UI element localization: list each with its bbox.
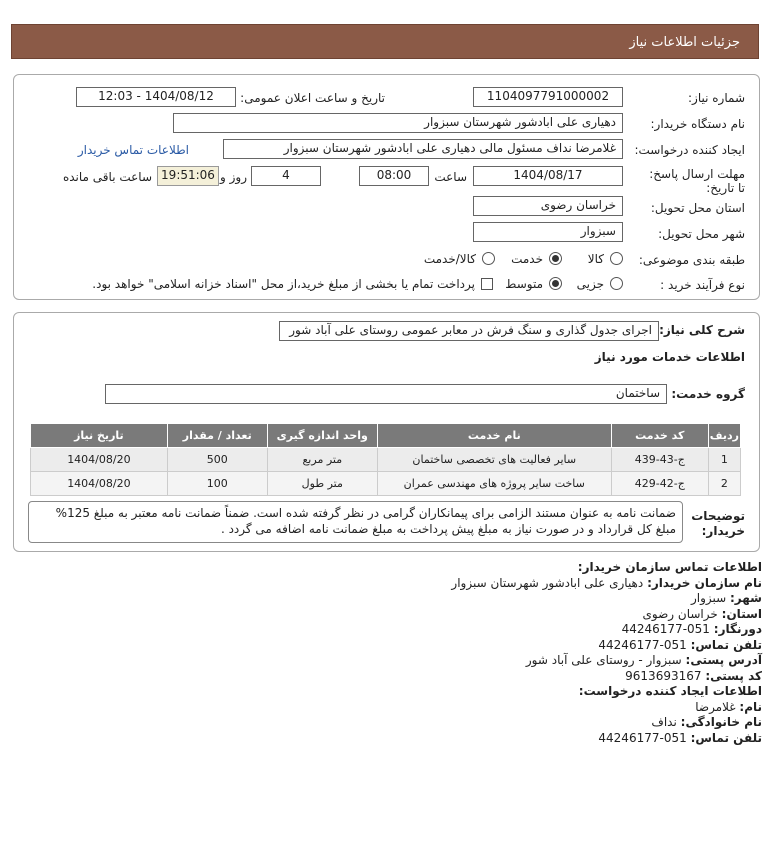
contact-province-row <box>22 607 762 623</box>
process-option-medium: متوسط <box>505 277 543 291</box>
cell-code: ج-43-439 <box>611 448 708 472</box>
process-radio-minor[interactable] <box>610 277 623 290</box>
contact-postal-row <box>22 669 762 685</box>
creator-phone: 051-44246177 <box>598 730 687 745</box>
contact-fax-label: دورنگار: <box>713 622 762 636</box>
city-label: شهر محل تحویل: <box>658 227 745 241</box>
col-code: کد خدمت <box>611 424 708 448</box>
cell-qty: 500 <box>167 448 267 472</box>
days-field: 4 <box>251 166 321 186</box>
services-table <box>30 423 741 496</box>
service-group-label: گروه خدمت: <box>671 387 745 401</box>
category-label: طبقه بندی موضوعی: <box>638 253 745 267</box>
category-option-goods: کالا <box>587 252 604 266</box>
contact-phone-row <box>22 638 762 654</box>
category-option-service: خدمت <box>511 252 543 266</box>
process-radio-medium[interactable] <box>549 277 562 290</box>
services-header: اطلاعات خدمات مورد نیاز <box>594 350 745 364</box>
buyer-org-field: دهیاری علی ابادشور شهرستان سبزوار <box>173 113 623 133</box>
treasury-checkbox[interactable] <box>481 278 493 290</box>
col-name: نام خدمت <box>377 424 611 448</box>
page-title: جزئیات اطلاعات نیاز <box>11 24 759 59</box>
deadline-time-label: ساعت <box>434 170 467 184</box>
contact-city-label: شهر: <box>730 591 762 605</box>
service-group-field: ساختمان <box>105 384 667 404</box>
category-radio-goods-service[interactable] <box>482 252 495 265</box>
remaining-label: ساعت باقی مانده <box>62 170 152 184</box>
contact-org: دهیاری علی ابادشور شهرستان سبزوار <box>451 575 644 590</box>
col-qty: تعداد / مقدار <box>167 424 267 448</box>
creator-family-row <box>22 715 762 731</box>
cell-code: ج-42-429 <box>611 472 708 496</box>
contact-postal: 9613693167 <box>625 668 702 683</box>
creator-family-label: نام خانوادگی: <box>680 715 762 729</box>
announce-label: تاریخ و ساعت اعلان عمومی: <box>240 91 385 105</box>
creator-info-title: اطلاعات ایجاد کننده درخواست: <box>578 684 762 698</box>
need-number-field: 1104097791000002 <box>473 87 623 107</box>
contact-city: سبزوار <box>690 591 727 605</box>
category-radio-goods[interactable] <box>610 252 623 265</box>
need-details-panel <box>13 74 760 300</box>
contact-title: اطلاعات تماس سازمان خریدار: <box>577 560 762 574</box>
creator-field: غلامرضا نداف مسئول مالی دهیاری علی ابادشور شهرستان سبزوار <box>223 139 623 159</box>
cell-name: سایر فعالیت های تخصصی ساختمان <box>377 448 611 472</box>
creator-name-label: نام: <box>739 699 762 714</box>
cell-unit: متر مربع <box>267 448 377 472</box>
buyer-contact-link[interactable]: اطلاعات تماس خریدار <box>77 143 189 157</box>
contact-phone-label: تلفن تماس: <box>690 637 762 652</box>
cell-date: 1404/08/20 <box>31 472 168 496</box>
process-option-minor: جزیی <box>576 277 604 291</box>
cell-name: ساخت سایر پروژه های مهندسی عمران <box>377 472 611 496</box>
buyer-contact-info <box>22 560 762 746</box>
cell-unit: متر طول <box>267 472 377 496</box>
creator-label: ایجاد کننده درخواست: <box>634 143 745 157</box>
cell-date: 1404/08/20 <box>31 448 168 472</box>
buyer-notes-field: ضمانت نامه به عنوان مستند الزامی برای پیمانکاران گرامی در نظر گرفته شده است. ضمناً ضمانت نامه معتبر به مبلغ 125% مبلغ کل قرارداد و در صورت نیاز به مبلغ پیش پرداخت به مبلغ ضمانت نامه اضافه می گردد . <box>28 501 683 543</box>
buyer-org-label: نام دستگاه خریدار: <box>650 117 745 131</box>
cell-row: 1 <box>708 448 740 472</box>
deadline-label: مهلت ارسال پاسخ: تا تاریخ: <box>649 167 745 195</box>
table-row <box>31 472 741 496</box>
creator-phone-row <box>22 731 762 747</box>
days-label: روز و <box>220 170 247 184</box>
contact-city-row <box>22 591 762 607</box>
contact-org-row <box>22 576 762 592</box>
treasury-note: پرداخت تمام یا بخشی از مبلغ خرید،از محل "اسناد خزانه اسلامی" خواهد بود. <box>92 277 475 291</box>
cell-row: 2 <box>708 472 740 496</box>
contact-fax: 051-44246177 <box>621 622 710 636</box>
creator-family: نداف <box>651 715 677 729</box>
contact-address-row <box>22 653 762 669</box>
contact-phone: 051-44246177 <box>598 637 687 652</box>
announce-field: 1404/08/12 - 12:03 <box>76 87 236 107</box>
creator-phone-label: تلفن تماس: <box>690 730 762 745</box>
creator-name: غلامرضا <box>695 699 736 714</box>
contact-fax-row <box>22 622 762 638</box>
col-unit: واحد اندازه گیری <box>267 424 377 448</box>
description-label: شرح کلی نیاز: <box>659 323 745 337</box>
process-label: نوع فرآیند خرید : <box>660 278 745 292</box>
table-row <box>31 448 741 472</box>
deadline-time-field: 08:00 <box>359 166 429 186</box>
contact-address-label: آدرس پستی: <box>685 653 762 667</box>
col-row: ردیف <box>708 424 740 448</box>
col-date: تاریخ نیاز <box>31 424 168 448</box>
need-number-label: شماره نیاز: <box>688 91 745 105</box>
contact-province: خراسان رضوی <box>642 606 718 621</box>
deadline-date-field: 1404/08/17 <box>473 166 623 186</box>
contact-org-label: نام سازمان خریدار: <box>647 575 762 590</box>
contact-province-label: استان: <box>721 606 762 621</box>
contact-address: سبزوار - روستای علی آباد شور <box>525 653 682 667</box>
description-field: اجرای جدول گذاری و سنگ فرش در معابر عمومی روستای علی آباد شور <box>279 321 659 341</box>
contact-postal-label: کد پستی: <box>705 668 762 683</box>
buyer-notes-label: توضیحات خریدار: <box>691 509 745 538</box>
remaining-time-field: 19:51:06 <box>157 166 219 186</box>
creator-name-row <box>22 700 762 716</box>
category-option-goods-service: کالا/خدمت <box>423 252 476 266</box>
province-field: خراسان رضوی <box>473 196 623 216</box>
category-radio-service[interactable] <box>549 252 562 265</box>
province-label: استان محل تحویل: <box>650 201 745 215</box>
city-field: سبزوار <box>473 222 623 242</box>
cell-qty: 100 <box>167 472 267 496</box>
